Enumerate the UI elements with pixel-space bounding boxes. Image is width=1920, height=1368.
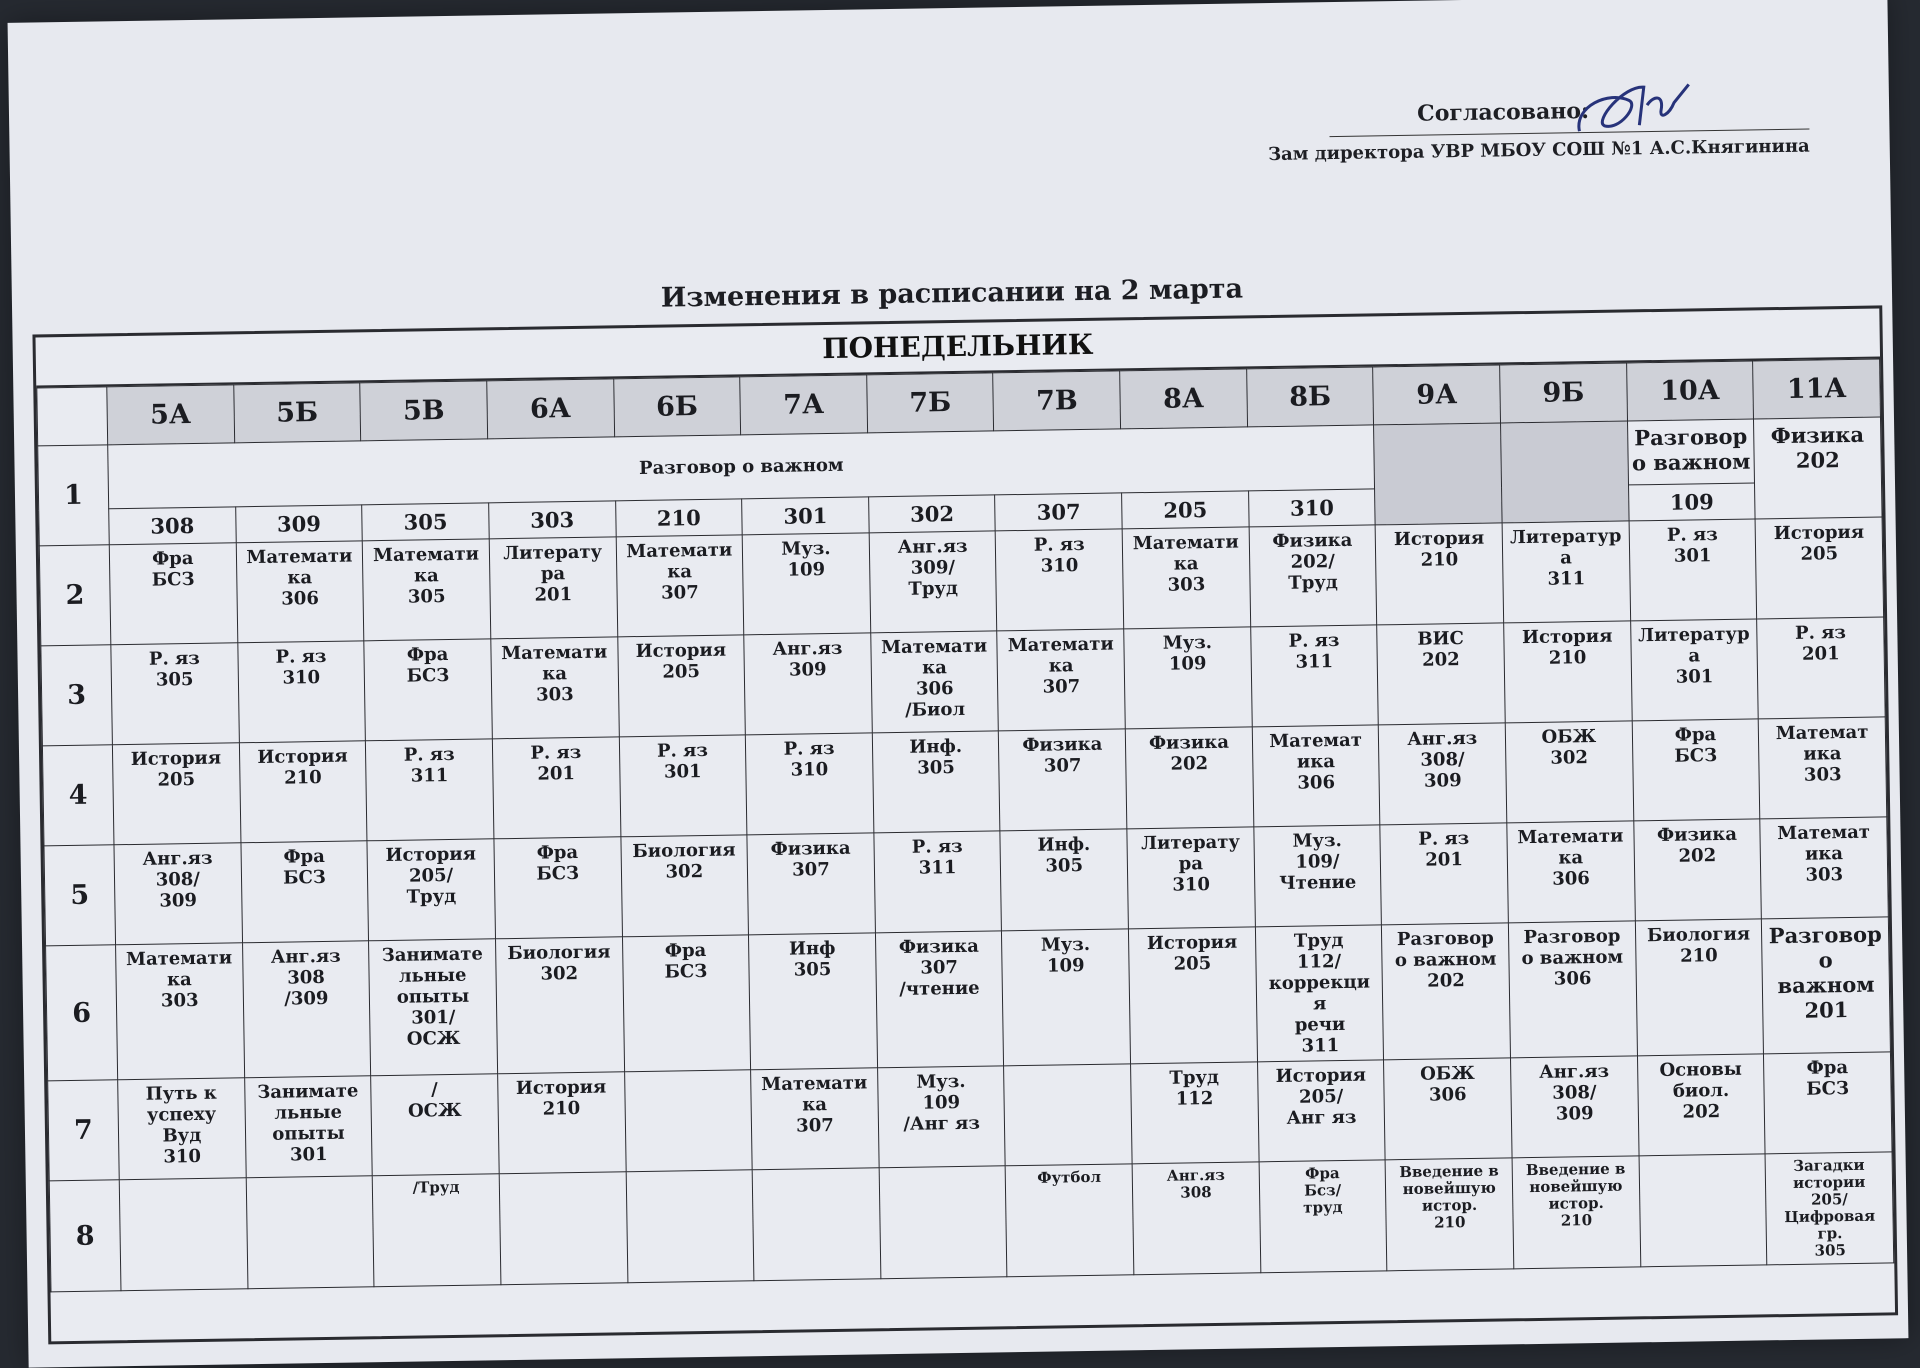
lesson-cell — [236, 541, 364, 643]
lesson-cell — [617, 635, 745, 737]
lesson-cell-text: Р. яз 311 — [403, 743, 455, 787]
lesson-cell — [751, 1068, 879, 1170]
lesson-cell — [111, 643, 239, 745]
lesson-cell-text: Биология 302 — [632, 839, 736, 883]
lesson-cell — [619, 735, 747, 837]
lesson-cell-text: Физика 202 — [1148, 731, 1230, 775]
lesson-cell — [872, 731, 1000, 833]
class-header: 10А — [1626, 361, 1754, 421]
lesson-cell-text: Р. яз 310 — [1033, 533, 1085, 577]
lesson-cell-text: Р. яз 311 — [1288, 630, 1340, 673]
lesson-cell-text: Занимате льные опыты 301 — [257, 1080, 359, 1166]
room-cell: 210 — [615, 499, 742, 537]
lesson-cell — [1380, 823, 1508, 925]
lesson-cell — [1511, 1056, 1639, 1158]
lesson-cell-text: Разговор о важном 202 — [1394, 927, 1497, 992]
lesson-cell — [498, 1072, 626, 1174]
lesson-cell-text: ВИС 202 — [1417, 628, 1465, 671]
lesson-number: 1 — [38, 445, 110, 546]
class-header: 5В — [360, 381, 488, 441]
lesson-cell — [363, 539, 491, 641]
lesson-cell — [366, 739, 494, 841]
lesson-cell — [1502, 521, 1630, 623]
lesson-cell-text: Р. яз 311 — [911, 835, 963, 879]
lesson-cell-text: Муз. 109/ Чтение — [1279, 829, 1357, 894]
lesson-cell-text: Математи ка 306 /Биол — [880, 635, 988, 721]
lesson-cell — [244, 1076, 372, 1178]
timetable — [36, 358, 1894, 1292]
lesson-cell-text: Математи ка 306 — [246, 545, 353, 610]
lesson-cell-text: / ОСЖ — [407, 1079, 462, 1122]
lesson-cell-text: История 205 — [1146, 931, 1238, 975]
lesson-cell — [1512, 1156, 1640, 1269]
lesson-cell — [749, 933, 878, 1070]
lesson-cell-text: ОБЖ 302 — [1541, 725, 1597, 769]
room-cell: 205 — [1122, 491, 1249, 529]
lesson-cell-text: Инф. 305 — [1037, 833, 1091, 877]
lesson-cell — [241, 841, 369, 943]
lesson-cell-text: Футбол — [1037, 1167, 1102, 1187]
lesson-cell-text: Анг.яз 308/ 309 — [1407, 727, 1478, 792]
room-cell: 302 — [868, 495, 995, 533]
lesson-cell — [1257, 1060, 1385, 1162]
room-cell: 309 — [235, 505, 362, 543]
lesson-cell — [746, 733, 874, 835]
lesson-cell-text: Литератур а 301 — [1638, 623, 1750, 688]
lesson-cell — [874, 831, 1002, 933]
lesson-cell — [1249, 525, 1377, 627]
lesson-cell — [879, 1166, 1007, 1279]
lesson-cell — [109, 543, 237, 645]
empty-shaded-cell — [1374, 423, 1502, 525]
lesson-cell-text: Инф. 305 — [909, 735, 963, 779]
class-header: 6А — [487, 379, 615, 439]
lesson-cell-text: Математ ика 303 — [1777, 821, 1871, 886]
page-title: Изменения в расписании на 2 марта — [660, 273, 1244, 314]
lesson-cell-text: Труд 112 — [1169, 1066, 1220, 1110]
lesson-number: 5 — [44, 845, 116, 946]
lesson-cell — [997, 629, 1125, 731]
lesson-cell-text: Разговор о важном — [1631, 423, 1751, 476]
lesson-cell — [1760, 817, 1888, 919]
lesson-cell — [742, 533, 870, 635]
lesson-cell-text: Анг.яз 308/ 309 — [1538, 1060, 1610, 1125]
lesson-cell-text: Основы биол. 202 — [1659, 1058, 1743, 1123]
lesson-cell — [495, 937, 624, 1074]
lesson-cell — [1633, 819, 1761, 921]
lesson-cell-text: История 205 — [130, 747, 222, 791]
lesson-cell-text: Литератур а 311 — [1509, 525, 1622, 590]
lesson-cell-text: Введение в новейшую истор. 210 — [1525, 1159, 1626, 1230]
lesson-cell — [869, 531, 997, 633]
lesson-cell-text: Математи ка 307 — [1007, 633, 1114, 698]
lesson-cell-text: Анг.яз 308 /309 — [270, 945, 341, 1010]
lesson-cell-text: Анг.яз 309/ Труд — [897, 535, 968, 600]
lesson-cell-text: Литерату ра 201 — [503, 541, 603, 606]
lesson-cell-text: Р. яз 310 — [275, 645, 327, 689]
lesson-cell — [118, 1078, 246, 1180]
lesson-cell — [1124, 627, 1252, 729]
lesson-cell-text: Фра БСЗ — [1674, 724, 1718, 767]
lesson-cell — [239, 741, 367, 843]
lesson-cell-text: Математи ка 303 — [1132, 531, 1239, 596]
approval-label: Согласовано: — [1416, 98, 1590, 127]
lesson-cell-text: История 210 — [515, 1076, 607, 1120]
lesson-cell-text: Математи ка 307 — [761, 1072, 868, 1137]
lesson-cell — [1382, 923, 1511, 1060]
class-header: 7В — [993, 371, 1121, 431]
lesson-cell — [364, 639, 492, 741]
lesson-cell-text: Фра БСЗ — [151, 547, 195, 591]
lesson-cell — [1632, 719, 1760, 821]
lesson-cell-text: Математ ика 306 — [1269, 729, 1363, 794]
lesson-number: 2 — [39, 545, 111, 646]
lesson-cell — [367, 839, 495, 941]
lesson-cell-text: Математи ка 303 — [501, 641, 608, 706]
lesson-cell-text: Фра БСЗ — [536, 841, 580, 885]
room-cell: 301 — [742, 497, 869, 535]
lesson-cell — [237, 641, 365, 743]
lesson-cell — [246, 1176, 374, 1289]
lesson-cell — [999, 729, 1127, 831]
empty-shaded-cell — [1501, 421, 1629, 523]
lesson-cell-text: История 205 — [635, 639, 727, 683]
lesson-cell-text: Литерату ра 310 — [1140, 831, 1241, 896]
lesson-cell — [1755, 517, 1883, 619]
lesson-cell — [747, 833, 875, 935]
lesson-cell-text: Математи ка 305 — [372, 543, 480, 608]
lesson-cell-text: История 210 — [1393, 527, 1485, 571]
lesson-cell-text: Занимате льные опыты 301/ ОСЖ — [381, 943, 484, 1050]
class-header: 7А — [740, 375, 868, 435]
lesson-cell — [1250, 625, 1378, 727]
lesson-cell — [499, 1172, 627, 1285]
lesson-cell — [1504, 621, 1632, 723]
lesson-cell — [871, 631, 999, 733]
lesson-cell — [1630, 619, 1758, 721]
lesson-cell — [1132, 1162, 1260, 1275]
lesson-cell-text: История 205/ Труд — [385, 843, 477, 908]
lesson-cell-text: Физика 202 — [1656, 823, 1738, 867]
approval-position: Зам директора УВР МБОУ СОШ №1 А.С.Княгинина — [1267, 135, 1810, 166]
lesson-cell — [752, 1168, 880, 1281]
lesson-cell-text: История 210 — [1521, 625, 1613, 669]
lesson-cell — [1002, 929, 1131, 1066]
lesson-cell-text: ОБЖ 306 — [1419, 1062, 1475, 1106]
lesson-cell — [1125, 727, 1253, 829]
lesson-cell-text: Р. яз 310 — [783, 737, 835, 781]
class-header: 6Б — [613, 377, 741, 437]
approval-block — [1249, 95, 1810, 166]
lesson-cell — [1384, 1058, 1512, 1160]
lesson-cell — [1000, 829, 1128, 931]
lesson-cell — [1764, 1052, 1892, 1154]
lesson-cell-text: Труд 112/ коррекци я речи 311 — [1268, 929, 1371, 1057]
lesson-cell-text: Р. яз 201 — [530, 741, 582, 785]
class-header: 7Б — [867, 373, 995, 433]
lesson-cell — [1505, 721, 1633, 823]
lesson-cell-text: Муз. 109 — [1162, 632, 1213, 675]
lesson-cell-text: История 205 — [1773, 521, 1865, 565]
lesson-number: 3 — [41, 645, 113, 746]
lesson-cell-text: Физика 307 — [770, 837, 851, 881]
lesson-cell-text: Путь к успеху Вуд 310 — [145, 1082, 217, 1168]
lesson-cell-text: Р. яз 201 — [1418, 827, 1470, 871]
lesson-cell — [1635, 919, 1764, 1056]
lesson-cell-text: Биология 302 — [507, 941, 611, 985]
lesson-cell — [1759, 717, 1887, 819]
lesson-cell-text: Математи ка 306 — [1517, 825, 1624, 890]
lesson-cell-text: Математи ка 303 — [125, 947, 233, 1012]
room-cell: 305 — [362, 503, 489, 541]
lesson-cell-text: Фра Бсз/ труд — [1303, 1164, 1343, 1217]
class-header: 9Б — [1500, 363, 1628, 423]
lesson-cell — [1376, 523, 1504, 625]
lesson-cell — [1379, 723, 1507, 825]
lesson-cell-text: Р. яз 305 — [148, 647, 200, 691]
lesson-cell-text: Разговор о важном 306 — [1521, 925, 1624, 990]
lesson-cell-text: Муз. 109 /Анг яз — [903, 1070, 981, 1135]
class-header: 5А — [107, 385, 235, 445]
lesson-cell — [1004, 1064, 1132, 1166]
lesson-cell — [744, 633, 872, 735]
lesson-cell — [1255, 925, 1384, 1062]
class-header: 11А — [1753, 359, 1881, 419]
merged-lesson-cell: Разговор о важном — [108, 425, 1375, 509]
class-header: 5Б — [233, 383, 361, 443]
lesson-cell — [1254, 825, 1382, 927]
lesson-cell — [1637, 1054, 1765, 1156]
lesson-cell — [1629, 519, 1757, 621]
lesson-cell-text: Фра БСЗ — [1806, 1057, 1850, 1100]
lesson-cell — [1754, 417, 1882, 519]
room-cell: 109 — [1628, 483, 1755, 521]
lesson-cell — [1131, 1062, 1259, 1164]
room-cell: 307 — [995, 493, 1122, 531]
room-cell: 310 — [1248, 489, 1375, 527]
lesson-cell-text: Анг.яз 309 — [772, 637, 843, 681]
lesson-cell — [620, 835, 748, 937]
lesson-cell — [1377, 623, 1505, 725]
lesson-cell-text: Р. яз 201 — [1794, 622, 1847, 665]
lesson-cell — [116, 943, 245, 1080]
lesson-cell-text: /Труд — [412, 1177, 460, 1197]
lesson-cell — [1385, 1158, 1513, 1271]
lesson-cell-text: Р. яз 301 — [656, 739, 709, 783]
lesson-cell — [1122, 527, 1250, 629]
lesson-cell — [877, 1066, 1005, 1168]
paper-sheet — [8, 0, 1909, 1368]
lesson-cell-text: Муз. 109 — [781, 537, 831, 581]
lesson-cell — [369, 939, 498, 1076]
lesson-cell-text: История 210 — [257, 745, 348, 789]
lesson-cell — [1765, 1152, 1893, 1265]
room-cell: 303 — [489, 501, 616, 539]
lesson-cell — [1757, 617, 1885, 719]
class-header: 8Б — [1246, 367, 1374, 427]
lesson-cell — [371, 1074, 499, 1176]
lesson-cell-text: Физика 307 — [1022, 733, 1103, 777]
lesson-cell-text: Инф 305 — [788, 937, 836, 981]
lesson-cell — [1508, 921, 1637, 1058]
lesson-cell — [1129, 927, 1258, 1064]
lesson-cell-text: История 205/ Анг яз — [1275, 1064, 1367, 1129]
lesson-number: 4 — [42, 745, 114, 846]
lesson-cell — [1259, 1160, 1387, 1273]
lesson-cell-text: Фра БСЗ — [664, 939, 708, 983]
lesson-cell-text: Загадки истории 205/ Цифровая гр. 305 — [1784, 1155, 1876, 1260]
lesson-cell-text: Анг.яз 308 — [1166, 1165, 1226, 1202]
lesson-cell-text: Р. яз 301 — [1666, 524, 1718, 567]
lesson-cell — [112, 743, 240, 845]
lesson-cell-text: Фра БСЗ — [406, 644, 450, 687]
class-header: 9А — [1373, 365, 1501, 425]
lesson-cell — [1762, 917, 1891, 1054]
lesson-cell — [492, 737, 620, 839]
lesson-cell-text: Математи ка 307 — [626, 539, 733, 604]
lesson-cell — [626, 1170, 754, 1283]
lesson-cell — [996, 529, 1124, 631]
lesson-number: 8 — [49, 1180, 121, 1292]
lesson-cell-text: Математ ика 303 — [1775, 721, 1869, 786]
lesson-cell — [489, 537, 617, 639]
lesson-cell — [1507, 821, 1635, 923]
corner-cell — [37, 387, 108, 446]
lesson-cell — [616, 535, 744, 637]
lesson-cell-text: Анг.яз 308/ 309 — [142, 847, 213, 912]
lesson-cell-text: Введение в новейшую истор. 210 — [1399, 1161, 1499, 1232]
lesson-cell — [114, 843, 242, 945]
lesson-cell-text: Физика 202/ Труд — [1272, 529, 1353, 594]
lesson-cell — [624, 1070, 752, 1172]
lesson-number: 7 — [48, 1080, 120, 1181]
lesson-number: 6 — [46, 945, 118, 1081]
lesson-cell-text: Разговор о важном 201 — [1768, 921, 1882, 1023]
lesson-cell — [875, 931, 1004, 1068]
lesson-cell — [1127, 827, 1255, 929]
lesson-cell-text: Фра БСЗ — [282, 845, 326, 889]
lesson-cell — [1252, 725, 1380, 827]
room-cell: 308 — [109, 507, 236, 545]
lesson-cell — [622, 935, 751, 1072]
lesson-cell-text: Физика 202 — [1770, 421, 1865, 473]
lesson-cell — [494, 837, 622, 939]
day-header: ПОНЕДЕЛЬНИК — [35, 308, 1880, 387]
lesson-cell — [1006, 1164, 1134, 1277]
timetable-sheet — [32, 305, 1898, 1344]
lesson-cell — [372, 1174, 500, 1287]
lesson-cell — [1627, 419, 1755, 485]
lesson-cell — [1639, 1154, 1767, 1267]
lesson-cell — [242, 941, 371, 1078]
signature-mark — [1569, 74, 1700, 146]
lesson-cell-text: Муз. 109 — [1040, 933, 1091, 977]
lesson-cell-text: Физика 307 /чтение — [898, 935, 980, 1000]
lesson-cell — [119, 1178, 247, 1291]
class-header: 8А — [1120, 369, 1248, 429]
lesson-cell — [491, 637, 619, 739]
lesson-cell-text: Биология 210 — [1646, 923, 1751, 967]
